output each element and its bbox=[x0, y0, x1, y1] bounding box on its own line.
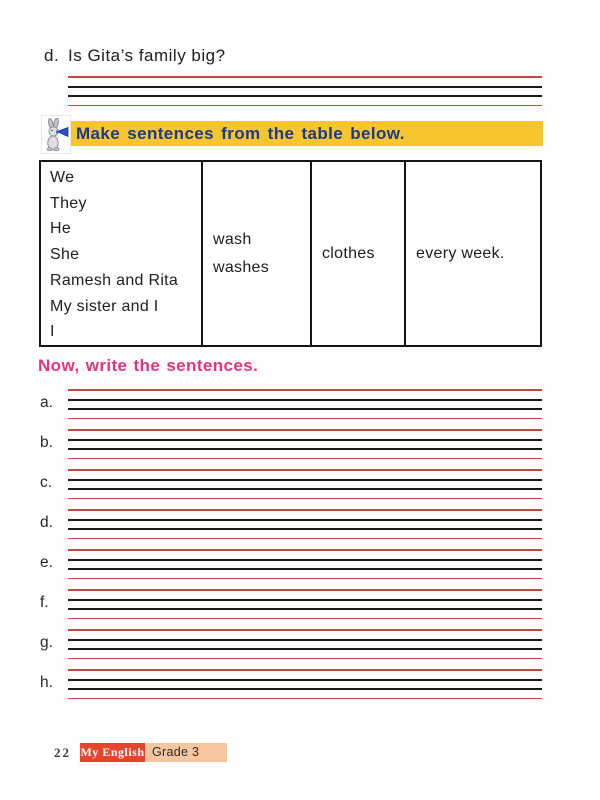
item-letter: c. bbox=[40, 474, 53, 491]
table-cell-text: washes bbox=[213, 258, 270, 276]
guide-line-red bbox=[68, 76, 542, 78]
guide-line-black bbox=[68, 488, 542, 490]
guide-line-red bbox=[68, 469, 542, 471]
guide-line-red bbox=[68, 458, 542, 460]
guide-line-red bbox=[68, 105, 542, 107]
guide-line-black bbox=[68, 608, 542, 610]
answer-guide-lines bbox=[68, 76, 542, 107]
writing-guide-lines bbox=[68, 469, 542, 500]
guide-line-black bbox=[68, 399, 542, 401]
table-cell-text: wash bbox=[213, 230, 252, 248]
guide-line-black bbox=[68, 599, 542, 601]
guide-line-black bbox=[68, 448, 542, 450]
writing-guide-lines bbox=[68, 509, 542, 540]
series-title-badge: My English bbox=[80, 743, 145, 762]
writing-item bbox=[0, 629, 600, 662]
grade-badge: Grade 3 bbox=[145, 743, 227, 762]
rabbit-megaphone-icon bbox=[42, 116, 70, 153]
table-cell-text: I bbox=[50, 323, 55, 341]
item-letter: g. bbox=[40, 634, 53, 651]
item-letter: h. bbox=[40, 674, 53, 691]
guide-line-black bbox=[68, 528, 542, 530]
instruction-title: Make sentences from the table below. bbox=[76, 124, 405, 143]
guide-line-black bbox=[68, 408, 542, 410]
table-cell-text: She bbox=[50, 246, 80, 264]
guide-line-red bbox=[68, 389, 542, 391]
writing-guide-lines bbox=[68, 589, 542, 620]
table-column-verbs bbox=[203, 162, 312, 345]
guide-line-red bbox=[68, 549, 542, 551]
writing-item bbox=[0, 549, 600, 582]
guide-line-red bbox=[68, 429, 542, 431]
item-letter: d. bbox=[40, 514, 53, 531]
writing-item bbox=[0, 429, 600, 462]
table-column-subjects bbox=[41, 162, 203, 345]
table-cell-text: My sister and I bbox=[50, 297, 159, 315]
writing-item bbox=[0, 469, 600, 502]
guide-line-red bbox=[68, 669, 542, 671]
guide-line-black bbox=[68, 688, 542, 690]
guide-line-red bbox=[68, 589, 542, 591]
sentence-table bbox=[39, 160, 542, 347]
guide-line-black bbox=[68, 95, 542, 97]
table-cell-text: They bbox=[50, 194, 87, 212]
guide-line-red bbox=[68, 578, 542, 580]
writing-guide-lines bbox=[68, 389, 542, 420]
guide-line-red bbox=[68, 418, 542, 420]
guide-line-black bbox=[68, 479, 542, 481]
writing-item bbox=[0, 589, 600, 622]
guide-line-black bbox=[68, 86, 542, 88]
writing-guide-lines bbox=[68, 629, 542, 660]
item-letter: b. bbox=[40, 434, 53, 451]
guide-line-black bbox=[68, 519, 542, 521]
guide-line-black bbox=[68, 439, 542, 441]
guide-line-red bbox=[68, 658, 542, 660]
table-cell-text: We bbox=[50, 169, 75, 186]
guide-line-red bbox=[68, 509, 542, 511]
guide-line-red bbox=[68, 618, 542, 620]
writing-guide-lines bbox=[68, 549, 542, 580]
table-cell-text: Ramesh and Rita bbox=[50, 271, 179, 289]
guide-line-black bbox=[68, 639, 542, 641]
guide-line-black bbox=[68, 559, 542, 561]
item-letter: f. bbox=[40, 594, 49, 611]
guide-line-red bbox=[68, 498, 542, 500]
guide-line-red bbox=[68, 538, 542, 540]
table-column-time bbox=[406, 162, 540, 345]
table-cell-text: He bbox=[50, 220, 72, 238]
writing-item bbox=[0, 509, 600, 542]
guide-line-black bbox=[68, 648, 542, 650]
table-cell-text: clothes bbox=[322, 244, 375, 262]
item-letter: a. bbox=[40, 394, 53, 411]
guide-line-red bbox=[68, 698, 542, 700]
page-number: 22 bbox=[54, 745, 71, 760]
guide-line-black bbox=[68, 679, 542, 681]
writing-guide-lines bbox=[68, 429, 542, 460]
question-letter: d. bbox=[44, 46, 60, 65]
writing-item bbox=[0, 669, 600, 702]
writing-guide-lines bbox=[68, 669, 542, 700]
table-column-object bbox=[312, 162, 406, 345]
question-text: Is Gita’s family big? bbox=[68, 46, 226, 65]
writing-item bbox=[0, 389, 600, 422]
instruction-banner bbox=[55, 121, 543, 146]
table-cell-text: every week. bbox=[416, 244, 505, 262]
guide-line-black bbox=[68, 568, 542, 570]
guide-line-red bbox=[68, 629, 542, 631]
subheading: Now, write the sentences. bbox=[38, 356, 259, 375]
item-letter: e. bbox=[40, 554, 53, 571]
